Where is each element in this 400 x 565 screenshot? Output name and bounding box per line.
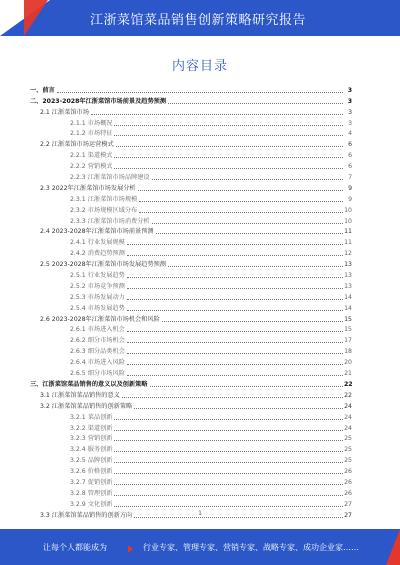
header-red-accent [24, 0, 48, 36]
toc-leader-dots [156, 233, 343, 234]
toc-entry-page: 27 [344, 500, 352, 508]
toc-leader-dots [114, 495, 343, 496]
toc-entry-label: 2.6.4 市场进入风险 [70, 359, 125, 367]
footer-red-corner [386, 529, 400, 565]
toc-leader-dots [127, 342, 343, 343]
toc-leader-dots [127, 310, 343, 311]
toc-entry-page: 13 [344, 272, 352, 280]
toc-entry-page: 15 [344, 326, 352, 334]
toc-entry-page: 10 [344, 206, 352, 214]
toc-leader-dots [114, 157, 343, 158]
toc-entry-page: 21 [344, 370, 352, 378]
toc-entry-label: 2.2.1 渠道模式 [70, 152, 113, 160]
toc-leader-dots [139, 201, 343, 202]
toc-entry-label: 一、前言 [30, 86, 55, 94]
toc-leader-dots [127, 244, 343, 245]
toc-entry-page: 3 [348, 119, 352, 127]
toc-entry[interactable] [30, 487, 352, 498]
toc-entry-page: 24 [344, 424, 352, 432]
toc-leader-dots [127, 364, 343, 365]
toc-entry-label: 2.6.3 细分品类机会 [70, 348, 125, 356]
toc-entry-page: 22 [344, 380, 353, 388]
toc-entry-label: 三、江浙菜馆菜品销售的意义以及创新策略 [30, 380, 148, 388]
toc-entry-label: 2.5.3 市场发展动力 [70, 293, 125, 301]
toc-entry-page: 17 [344, 337, 352, 345]
toc-entry[interactable] [30, 280, 352, 291]
toc-entry-page: 7 [348, 174, 352, 182]
toc-entry-label: 3.1 江浙菜馆菜品销售的意义 [40, 391, 120, 399]
toc-entry[interactable] [30, 182, 352, 193]
toc-entry-label: 2.5.1 行业发展趋势 [70, 272, 125, 280]
toc-entry-label: 3.2.8 管理创新 [70, 489, 113, 497]
toc-entry-label: 3.2.6 价格创新 [70, 468, 113, 476]
toc-entry[interactable] [30, 258, 352, 269]
toc-entry[interactable] [30, 454, 352, 465]
toc-entry-page: 3 [347, 86, 352, 94]
toc-entry-page: 11 [344, 228, 352, 236]
toc-entry[interactable] [30, 269, 352, 280]
toc-entry-page: 6 [348, 152, 352, 160]
toc-entry-label: 3.2.3 营销创新 [70, 435, 113, 443]
toc-entry-label: 2.5.2 市场竞争预测 [70, 282, 125, 290]
toc-entry-page: 6 [348, 141, 352, 149]
toc-leader-dots [168, 103, 343, 104]
toc-leader-dots [91, 114, 343, 115]
toc-entry[interactable] [30, 324, 352, 335]
toc-entry-label: 2.4.1 行业发展规模 [70, 239, 125, 247]
toc-entry-page: 27 [344, 511, 352, 519]
toc-leader-dots [114, 451, 343, 452]
toc-leader-dots [57, 92, 343, 93]
toc-entry-label: 2.2.2 营销模式 [70, 163, 113, 171]
toc-leader-dots [114, 419, 343, 420]
toc-entry-page: 24 [344, 413, 352, 421]
toc-leader-dots [114, 440, 343, 441]
toc-entry-page: 3 [348, 108, 352, 116]
toc-entry[interactable] [30, 291, 352, 302]
toc-entry-label: 2.6.5 细分市场风险 [70, 370, 125, 378]
toc-leader-dots [152, 223, 343, 224]
toc-entry[interactable] [30, 313, 352, 324]
toc-entry-label: 2.6 2023-2028年江浙菜馆市场机会和风险 [40, 315, 160, 323]
toc-entry-label: 2.2 江浙菜馆市场运营模式 [40, 141, 114, 149]
toc-entry-label: 二、2023-2028年江浙菜馆市场前景及趋势预测 [30, 97, 167, 105]
toc-leader-dots [114, 484, 343, 485]
toc-entry-label: 2.3.3 江浙菜馆市场消费分析 [70, 217, 150, 225]
toc-entry[interactable] [30, 106, 352, 117]
table-of-contents [30, 84, 352, 520]
toc-leader-dots [114, 135, 343, 136]
toc-entry-page: 26 [344, 468, 352, 476]
toc-leader-dots [152, 179, 343, 180]
toc-entry-label: 2.3.1 江浙菜馆市场规模 [70, 195, 138, 203]
toc-entry-label: 3.2.7 促销创新 [70, 478, 113, 486]
toc-leader-dots [138, 190, 343, 191]
toc-entry[interactable] [30, 226, 352, 237]
toc-entry-label: 2.4.2 消费趋势预测 [70, 250, 125, 258]
toc-leader-dots [134, 408, 343, 409]
toc-entry-label: 2.1.1 市场概况 [70, 119, 113, 127]
toc-entry-label: 2.3.2 市场规模区域分布 [70, 206, 138, 214]
toc-entry-label: 2.1 江浙菜馆市场 [40, 108, 89, 116]
toc-entry-label: 2.2.3 江浙菜馆市场品牌建设 [70, 174, 150, 182]
toc-leader-dots [114, 462, 343, 463]
toc-entry-label: 3.2.2 渠道创新 [70, 424, 113, 432]
toc-entry-page: 13 [344, 282, 352, 290]
toc-entry-page: 3 [347, 97, 352, 105]
toc-entry[interactable] [30, 247, 352, 258]
toc-leader-dots [139, 212, 343, 213]
toc-entry[interactable] [30, 128, 352, 139]
footer-slogan: 让每个人都能成为 [43, 543, 107, 552]
toc-heading: 内容目录 [171, 59, 228, 74]
toc-entry[interactable] [30, 138, 352, 149]
toc-entry[interactable] [30, 302, 352, 313]
toc-entry-label: 3.2.9 文化创新 [70, 500, 113, 508]
toc-entry-page: 9 [348, 195, 352, 203]
toc-leader-dots [127, 255, 343, 256]
toc-entry[interactable] [30, 476, 352, 487]
toc-entry-page: 15 [344, 315, 352, 323]
toc-entry-label: 2.6.2 细分市场机会 [70, 337, 125, 345]
toc-entry-label: 2.4 2023-2028年江浙菜馆市场前景预测 [40, 228, 154, 236]
toc-leader-dots [116, 146, 343, 147]
header-banner [0, 0, 400, 36]
toc-entry-label: 3.2.4 服务创新 [70, 446, 113, 454]
toc-leader-dots [162, 321, 343, 322]
toc-entry-label: 2.5 2023-2028年江浙菜馆市场发展趋势预测 [40, 261, 166, 269]
toc-entry[interactable] [30, 117, 352, 128]
toc-entry-page: 6 [348, 163, 352, 171]
toc-entry[interactable] [30, 400, 352, 411]
toc-entry[interactable] [30, 378, 352, 389]
toc-entry[interactable] [30, 334, 352, 345]
toc-entry[interactable] [30, 149, 352, 160]
toc-entry-label: 3.2.5 品牌创新 [70, 457, 113, 465]
toc-leader-dots [122, 397, 343, 398]
toc-leader-dots [114, 125, 343, 126]
toc-leader-dots [168, 266, 343, 267]
toc-entry-label: 2.6.1 市场进入机会 [70, 326, 125, 334]
toc-leader-dots [127, 375, 343, 376]
toc-entry-page: 25 [344, 446, 352, 454]
toc-entry-label: 3.2 江浙菜馆菜品销售的创新策略 [40, 402, 133, 410]
arrow-icon [128, 545, 133, 553]
toc-entry-page: 9 [348, 184, 352, 192]
toc-entry[interactable] [30, 236, 352, 247]
toc-leader-dots [127, 288, 343, 289]
toc-entry-label: 2.3 2022年江浙菜馆市场发展分析 [40, 184, 136, 192]
toc-entry[interactable] [30, 433, 352, 444]
toc-entry-page: 10 [344, 217, 352, 225]
toc-entry[interactable] [30, 193, 352, 204]
toc-entry[interactable] [30, 160, 352, 171]
toc-entry[interactable] [30, 356, 352, 367]
report-title: 江浙菜馆菜品销售创新策略研究报告 [90, 13, 307, 28]
toc-entry-page: 18 [344, 348, 352, 356]
toc-entry[interactable] [30, 389, 352, 400]
toc-entry[interactable] [30, 215, 352, 226]
toc-entry-page: 12 [344, 250, 352, 258]
toc-entry-page: 4 [348, 130, 352, 138]
toc-leader-dots [114, 430, 343, 431]
toc-leader-dots [114, 473, 343, 474]
footer-roles: 行业专家、管理专家、营销专家、战略专家、成功企业家…… [143, 543, 359, 552]
toc-entry-page: 26 [344, 478, 352, 486]
toc-entry-page: 13 [344, 261, 352, 269]
toc-leader-dots [127, 277, 343, 278]
toc-entry-page: 26 [344, 489, 352, 497]
page-number: 1 [198, 510, 202, 517]
toc-leader-dots [114, 168, 343, 169]
toc-entry[interactable] [30, 367, 352, 378]
toc-leader-dots [127, 353, 343, 354]
toc-entry[interactable] [30, 411, 352, 422]
toc-leader-dots [127, 331, 343, 332]
toc-entry[interactable] [30, 345, 352, 356]
toc-entry-page: 25 [344, 435, 352, 443]
toc-entry-page: 14 [344, 293, 352, 301]
toc-entry-label: 3.2.1 菜品创新 [70, 413, 113, 421]
footer-banner [0, 529, 400, 565]
toc-entry[interactable] [30, 443, 352, 454]
toc-entry[interactable] [30, 84, 352, 95]
toc-entry[interactable] [30, 171, 352, 182]
toc-entry[interactable] [30, 422, 352, 433]
toc-leader-dots [150, 386, 343, 387]
toc-leader-dots [127, 299, 343, 300]
toc-entry[interactable] [30, 498, 352, 509]
toc-entry-page: 14 [344, 304, 352, 312]
toc-leader-dots [114, 506, 343, 507]
toc-entry-label: 3.3 江浙菜馆菜品销售的创新方向 [40, 511, 133, 519]
toc-entry-page: 20 [344, 359, 352, 367]
toc-entry-page: 24 [344, 402, 352, 410]
toc-entry-label: 2.1.2 市场特征 [70, 130, 113, 138]
toc-entry[interactable] [30, 95, 352, 106]
toc-entry-page: 25 [344, 457, 352, 465]
toc-entry[interactable] [30, 465, 352, 476]
toc-entry-label: 2.5.4 市场发展趋势 [70, 304, 125, 312]
toc-entry-page: 22 [344, 391, 352, 399]
toc-entry-page: 11 [344, 239, 352, 247]
toc-entry[interactable] [30, 204, 352, 215]
